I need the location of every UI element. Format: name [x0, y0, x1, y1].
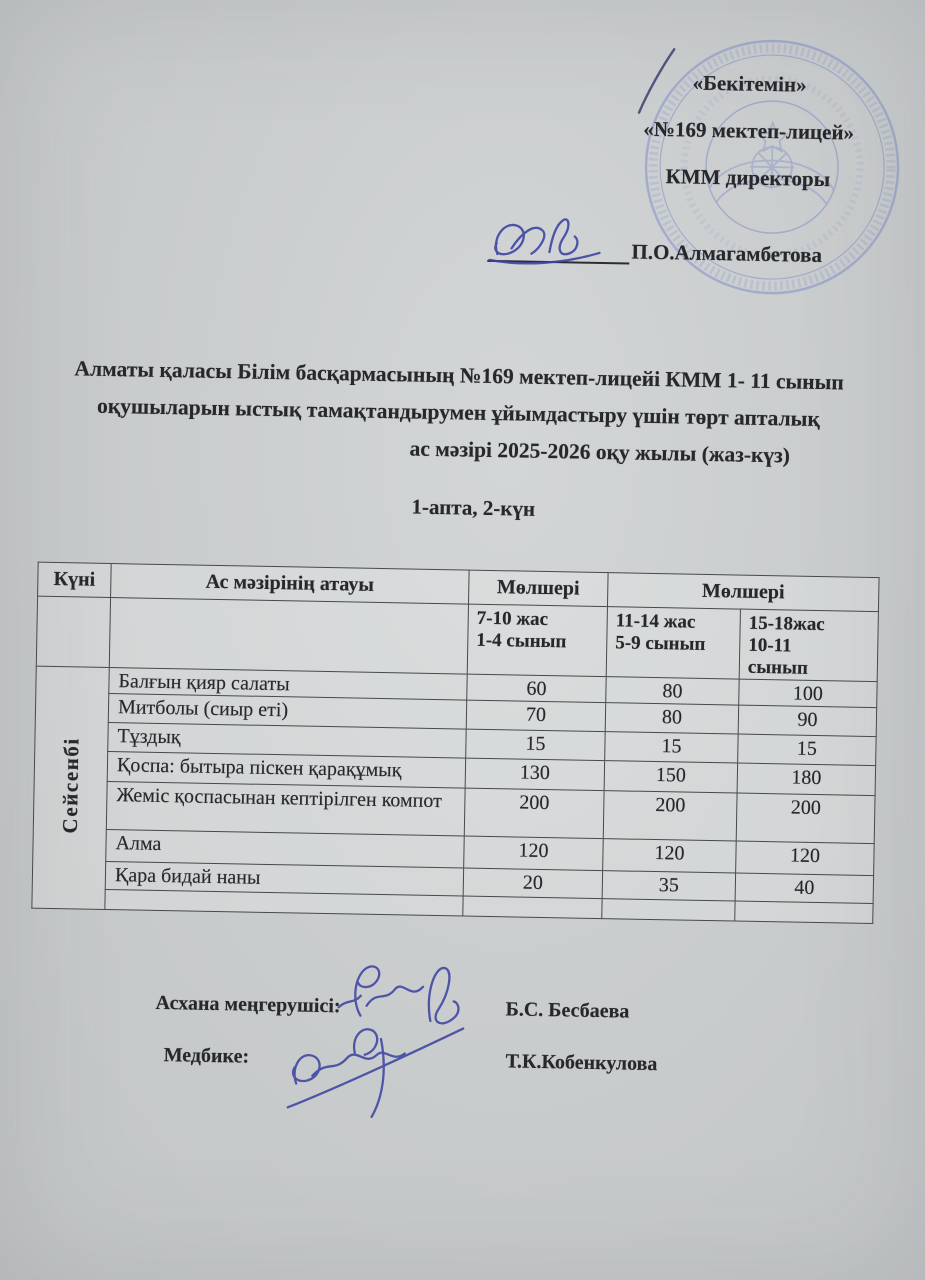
amount-cell: 70 [466, 700, 606, 732]
menu-table [31, 562, 879, 924]
nurse-handwritten-signature [280, 1009, 472, 1120]
dish-cell: Митболы (сиыр еті) [108, 694, 466, 730]
director-handwritten-signature [483, 208, 619, 278]
amount-cell [463, 896, 602, 919]
dish-cell: Балғын қияр салаты [109, 668, 467, 701]
approval-approve-label: «Бекітемін» [692, 70, 807, 97]
age-group-cell: 15-18жас 10-11 сынып [739, 609, 878, 682]
amount-cell: 200 [736, 793, 875, 844]
amount-cell: 20 [463, 868, 602, 899]
header-day: Күні [38, 562, 112, 597]
amount-cell: 80 [606, 677, 739, 705]
dish-cell: Тұздық [108, 723, 466, 759]
nurse-label: Медбике: [163, 1044, 250, 1068]
age-group-cell: 7-10 жас 1-4 сынып [467, 604, 607, 677]
amount-cell: 120 [736, 841, 875, 876]
amount-cell: 40 [735, 873, 874, 904]
dish-cell: Қара бидай наны [105, 861, 463, 896]
amount-cell [602, 899, 735, 921]
week-day-label: 1-апта, 2-күн [411, 494, 536, 521]
amount-cell: 15 [738, 734, 877, 766]
amount-cell: 150 [604, 761, 738, 793]
header-amount-big: Мөлшері [607, 573, 879, 612]
amount-cell: 130 [465, 758, 605, 791]
approval-school-label: «№169 мектеп-лицей» [643, 116, 855, 145]
header-amount-small: Мөлшері [468, 570, 608, 607]
header-dish: Ас мәзірінің атауы [111, 564, 470, 605]
amount-cell: 15 [466, 729, 606, 761]
director-name: П.О.Алмагамбетова [631, 239, 823, 268]
day-name-cell [32, 666, 109, 909]
amount-cell: 120 [603, 839, 737, 873]
empty-cell [36, 596, 110, 667]
amount-cell: 90 [738, 705, 877, 737]
title-line-3: ас мәзірі 2025-2026 оқу жылы (жаз-күз) [409, 436, 791, 468]
amount-cell: 80 [605, 703, 739, 734]
approval-block [591, 68, 906, 215]
canteen-manager-name: Б.С. Бесбаева [505, 998, 630, 1023]
approval-director-label: КММ директоры [665, 164, 831, 192]
day-name-vertical: Сейсенбі [57, 737, 83, 834]
age-group-cell: 11-14 жас 5-9 сынып [606, 607, 740, 679]
amount-cell [735, 901, 873, 924]
amount-cell: 60 [467, 674, 606, 703]
amount-cell: 200 [464, 788, 604, 839]
title-line-1: Алматы қаласы Білім басқармасының №169 мектеп-лицейі КММ 1- 11 сынып [74, 356, 845, 395]
amount-cell: 120 [464, 836, 604, 871]
amount-cell: 100 [739, 679, 877, 708]
amount-cell: 180 [737, 763, 876, 796]
dish-cell: Алма [106, 829, 465, 868]
dish-cell: Жеміс қоспасынан кептірілген компот [106, 781, 465, 836]
dish-cell: Қоспа: бытыра піскен қарақұмық [107, 752, 465, 789]
empty-cell [109, 598, 468, 675]
amount-cell: 200 [603, 791, 737, 841]
amount-cell: 35 [602, 871, 735, 901]
amount-cell: 15 [605, 732, 739, 763]
title-line-2: оқушыларын ыстық тамақтандырумен ұйымдастыру үшін төрт апталық [96, 393, 821, 431]
document-title [34, 350, 884, 477]
canteen-manager-label: Асхана меңгерушісі: [155, 991, 341, 1018]
nurse-name: Т.К.Кобенкулова [505, 1050, 658, 1076]
